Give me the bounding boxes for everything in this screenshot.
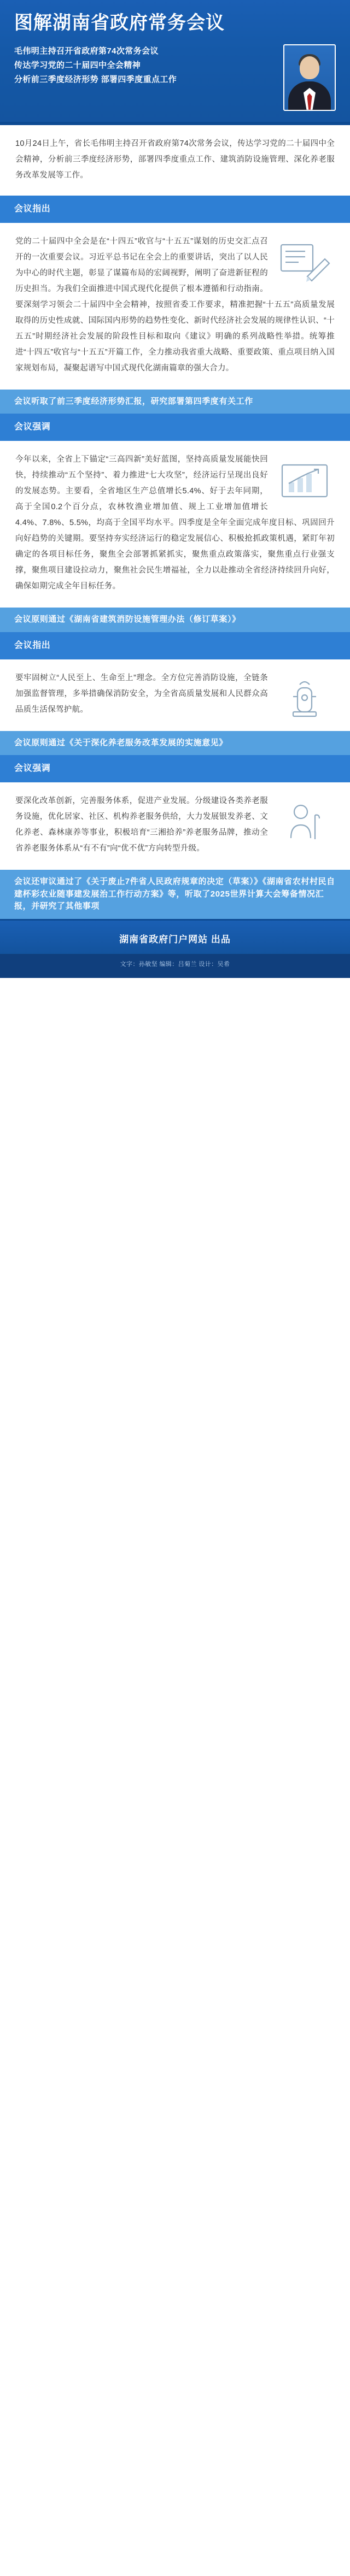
elderly-care-illustration (275, 797, 335, 847)
portrait-head (300, 56, 319, 79)
writing-hand-illustration (275, 237, 335, 287)
page-header (0, 0, 350, 125)
section-body-5 (0, 659, 350, 731)
section-paragraph-1: 党的二十届四中全会是在“十四五”收官与“十五五”谋划的历史交汇点召开的一次重要会议。习近平总书记在全会上的重要讲话，突出了以人民为中心的时代主题，彰显了谋篇布局的宏阔视野，阐明了奋进新征程的历史担当。为我们全面推进中国式现代化提供了根本遵循和行动指南。要深刻学习领会二十届四中全会精神，按照省委工作要求，精准把握“十五五”高质量发展取得的历史性成就、国际国内形势的趋势性变化、新时代经济社会发展的规律性认识、“十五五”时期经济社会发展的阶段性目标和取向《建议》明确的系列战略性举措。统筹推进“十四五”收官与“十五五”开篇工作，全力推动我省重大战略、重要政策、重点项目纳入国家规划布局，凝聚起谱写中国式现代化湖南篇章的强大合力。 (15, 237, 335, 373)
section-bar-elderly-care-policy (0, 731, 350, 756)
section-bar-label: 会议指出 (14, 204, 51, 214)
intro-paragraph: 10月24日上午，省长毛伟明主持召开省政府第74次常务会议，传达学习党的二十届四中全会精神，分析前三季度经济形势，部署四季度重点工作、建筑消防设施管理、深化养老服务改革发展等工作。 (0, 125, 350, 196)
section-bar-hui-yi-zhi-chu-2 (0, 632, 350, 659)
section-bar-hui-yi-qiang-diao-2 (0, 755, 350, 782)
section-bar-label: 会议指出 (14, 640, 51, 650)
section-bar-economy-report (0, 390, 350, 414)
footer-title: 湖南省政府门户网站 出品 (119, 934, 231, 945)
section-bar-label: 会议还审议通过了《关于废止7件省人民政府规章的决定（草案）》《湖南省农村村民自建杯彩农业随事建发展治工作行动方案》等，听取了2025世界计算大会筹备情况汇报，并研究了其他事项 (14, 877, 335, 911)
section-bar-label: 会议强调 (14, 764, 51, 774)
section-bar-hui-yi-qiang-diao-1 (0, 414, 350, 441)
page-footer (0, 921, 350, 954)
section-bar-label: 会议强调 (14, 422, 51, 432)
credits-line: 文字：孙敏坚 编辑：吕菊兰 设计：吴希 (120, 960, 230, 968)
section-paragraph-5: 要牢固树立“人民至上、生命至上”理念。全方位完善消防设施，全链条加强监督管理，多举措确保消防安全，为全省高质量发展和人民群众高品质生活保驾护航。 (15, 673, 268, 714)
infographic-page (0, 0, 350, 978)
header-lead-line-2: 传达学习党的二十届四中全会精神 (14, 61, 141, 70)
section-bar-fire-regulation (0, 608, 350, 632)
header-body (14, 44, 336, 111)
portrait-photo (283, 44, 336, 111)
section-body-3 (0, 441, 350, 608)
header-lead-line-1: 毛伟明主持召开省政府第74次常务会议 (14, 46, 159, 56)
bar-chart-illustration (275, 455, 335, 505)
section-bar-label: 会议原则通过《关于深化养老服务改革发展的实施意见》 (14, 738, 228, 747)
section-bar-hui-yi-zhi-chu-1 (0, 196, 350, 223)
section-bar-label: 会议听取了前三季度经济形势汇报，研究部署第四季度有关工作 (14, 396, 253, 406)
bar-chart-growth-icon (275, 455, 335, 505)
section-bar-other-items (0, 870, 350, 919)
section-body-7 (0, 782, 350, 870)
section-bar-label: 会议原则通过《湖南省建筑消防设施管理办法（修订草案）》 (14, 615, 241, 624)
header-lead-line-3: 分析前三季度经济形势 部署四季度重点工作 (14, 75, 177, 85)
writing-hand-icon (275, 237, 335, 287)
elderly-care-icon (275, 797, 335, 847)
page-title: 图解湖南省政府常务会议 (14, 13, 225, 33)
fire-hydrant-illustration (275, 674, 335, 724)
header-lead (14, 44, 276, 87)
section-paragraph-3: 今年以来，全省上下锚定“三高四新”美好蓝图，坚持高质量发展能快回快，持续推动“五个坚持”、着力推进“七大攻坚”，经济运行呈现出良好的发展态势。主要看，全省地区生产总值增长5.4%、好于去年同期，高于全国0.2个百分点，农林牧渔业增加值、规上工业增加值增长4.4%、7.8%、5.5%，均高于全国平均水平。四季度是全年全面完成年度目标、巩固回升向好趋势的关键期。要坚持夯实经济运行的稳定发展信心、积极抢抓政策机遇，紧盯年初确定的各项目标任务，聚焦全会部署抓紧抓实，聚焦重点政策落实，聚焦重点行业强支撑，聚焦项目建设拉动力，聚焦社会民生增福祉，全力以赴推动全省经济持续回升向好，确保如期完成全年目标任务。 (15, 455, 335, 591)
credits (0, 954, 350, 978)
section-paragraph-7: 要深化改革创新，完善服务体系，促进产业发展。分级建设各类养老服务设施，优化居家、社区、机构养老服务供给，大力发展银发养老、文化养老、森林康养等事业，积极培育“三湘拾养”养老服务品牌，推动全省养老服务体系从“有不有”向“优不优”方向转型升级。 (15, 797, 268, 853)
section-body-1 (0, 223, 350, 390)
fire-hydrant-icon (275, 674, 335, 724)
